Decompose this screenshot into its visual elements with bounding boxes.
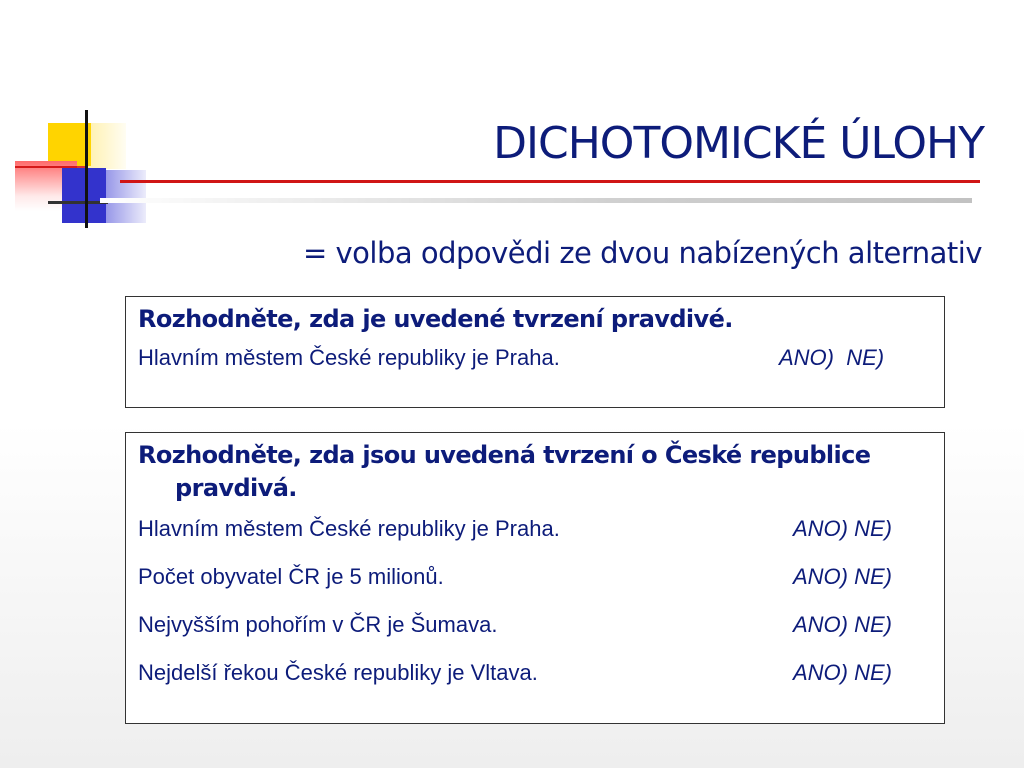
yellow-fade-square	[88, 123, 126, 169]
slide-subtitle: = volba odpovědi ze dvou nabízených alternativ	[302, 236, 982, 270]
list-item	[138, 505, 932, 553]
answer-options: ANO) NE)	[793, 612, 892, 637]
example-box-single	[125, 296, 945, 408]
list-item	[138, 553, 932, 601]
answer-options: ANO) NE)	[793, 564, 892, 589]
answer-options: ANO) NE)	[793, 660, 892, 685]
statement-text: Hlavním městem České republiky je Praha.	[138, 516, 560, 541]
title-grey-rule	[100, 198, 972, 203]
logo-dark-line	[48, 201, 108, 204]
slide-title: DICHOTOMICKÉ ÚLOHY	[493, 118, 984, 169]
logo-red-line	[15, 166, 85, 168]
statement-text: Počet obyvatel ČR je 5 milionů.	[138, 564, 444, 589]
example-box-multiple	[125, 432, 945, 724]
example1-instruction: Rozhodněte, zda je uvedené tvrzení pravdivé.	[138, 305, 733, 333]
list-item	[138, 649, 932, 697]
logo-vertical-line	[85, 110, 88, 228]
answer-options: ANO) NE)	[779, 345, 885, 370]
statement-text: Hlavním městem České republiky je Praha.	[138, 345, 560, 370]
list-item	[138, 601, 932, 649]
decorative-squares-logo	[0, 0, 160, 240]
statement-text: Nejdelší řekou České republiky je Vltava.	[138, 660, 538, 685]
statement-text: Nejvyšším pohořím v ČR je Šumava.	[138, 612, 498, 637]
title-red-rule	[120, 180, 980, 183]
list-item	[138, 336, 932, 380]
blue-square	[62, 168, 106, 223]
blue-fade-square	[102, 170, 146, 223]
answer-options: ANO) NE)	[793, 516, 892, 541]
example2-instruction: Rozhodněte, zda jsou uvedená tvrzení o České republice pravdivá.	[138, 441, 871, 502]
